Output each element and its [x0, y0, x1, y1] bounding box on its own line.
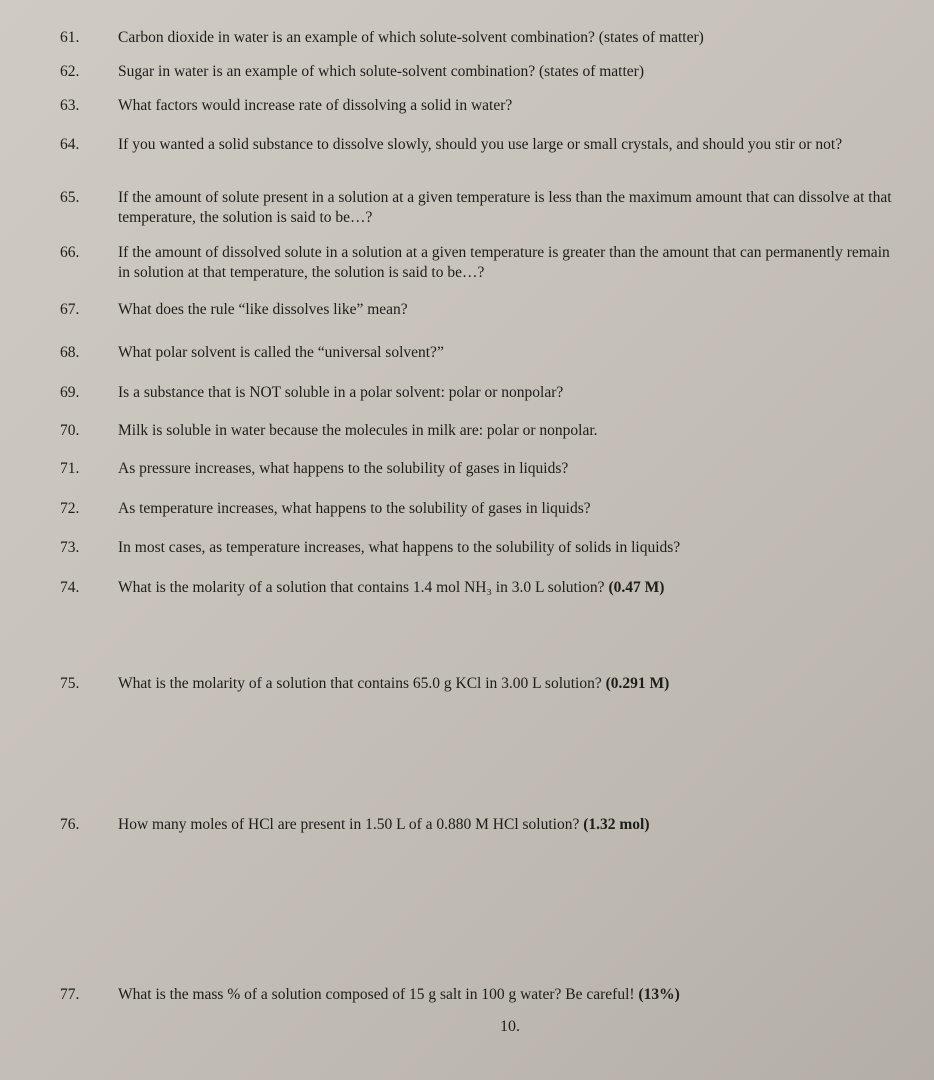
question-text: Carbon dioxide in water is an example of which solute-solvent combination? (states of matter): [118, 29, 704, 46]
answer-key: (13%): [638, 986, 680, 1003]
answer-key: (0.291 M): [605, 675, 670, 692]
question-number: 70.: [60, 422, 80, 439]
answer-key: (1.32 mol): [583, 816, 650, 833]
question-text: As pressure increases, what happens to the solubility of gases in liquids?: [118, 460, 569, 477]
question-number: 69.: [60, 384, 80, 401]
question-text: If the amount of dissolved solute in a solution at a given temperature is greater than the amount that can permanently remain in solution at that temperature, the solution is said to be…?: [118, 244, 890, 281]
question-text: What factors would increase rate of dissolving a solid in water?: [118, 97, 513, 114]
question-number: 61.: [60, 29, 80, 46]
question-number: 67.: [60, 301, 80, 318]
question-number: 71.: [60, 460, 80, 477]
question-number: 63.: [60, 97, 80, 114]
question-number: 66.: [60, 244, 80, 261]
question-number: 76.: [60, 816, 80, 833]
question-number: 73.: [60, 539, 80, 556]
question-text: What does the rule “like dissolves like” mean?: [118, 301, 408, 318]
question-text: What polar solvent is called the “universal solvent?”: [118, 344, 444, 361]
question-text: Milk is soluble in water because the molecules in milk are: polar or nonpolar.: [118, 422, 598, 439]
question-text: If you wanted a solid substance to dissolve slowly, should you use large or small crystals, and should you stir or not?: [118, 136, 843, 153]
question-text: As temperature increases, what happens to the solubility of gases in liquids?: [118, 500, 591, 517]
question-text: What is the mass % of a solution composed of 15 g salt in 100 g water? Be careful! (13%): [118, 986, 680, 1003]
question-text: If the amount of solute present in a solution at a given temperature is less than the maximum amount that can dissolve at that temperature, the solution is said to be…?: [118, 189, 892, 226]
question-text: Is a substance that is NOT soluble in a polar solvent: polar or nonpolar?: [118, 384, 564, 401]
question-number: 65.: [60, 189, 80, 206]
page-number: 10.: [500, 1018, 520, 1035]
question-text: What is the molarity of a solution that contains 1.4 mol NH₃ in 3.0 L solution? (0.47 M): [118, 579, 665, 596]
answer-key: (0.47 M): [608, 579, 665, 596]
question-number: 75.: [60, 675, 80, 692]
question-number: 68.: [60, 344, 80, 361]
question-number: 64.: [60, 136, 80, 153]
question-number: 62.: [60, 63, 80, 80]
question-number: 77.: [60, 986, 80, 1003]
question-number: 74.: [60, 579, 80, 596]
question-text: Sugar in water is an example of which solute-solvent combination? (states of matter): [118, 63, 644, 80]
question-text: In most cases, as temperature increases, what happens to the solubility of solids in liquids?: [118, 539, 681, 556]
question-text: What is the molarity of a solution that contains 65.0 g KCl in 3.00 L solution? (0.291 M): [118, 675, 670, 692]
question-number: 72.: [60, 500, 80, 517]
question-text: How many moles of HCl are present in 1.50 L of a 0.880 M HCl solution? (1.32 mol): [118, 816, 650, 833]
